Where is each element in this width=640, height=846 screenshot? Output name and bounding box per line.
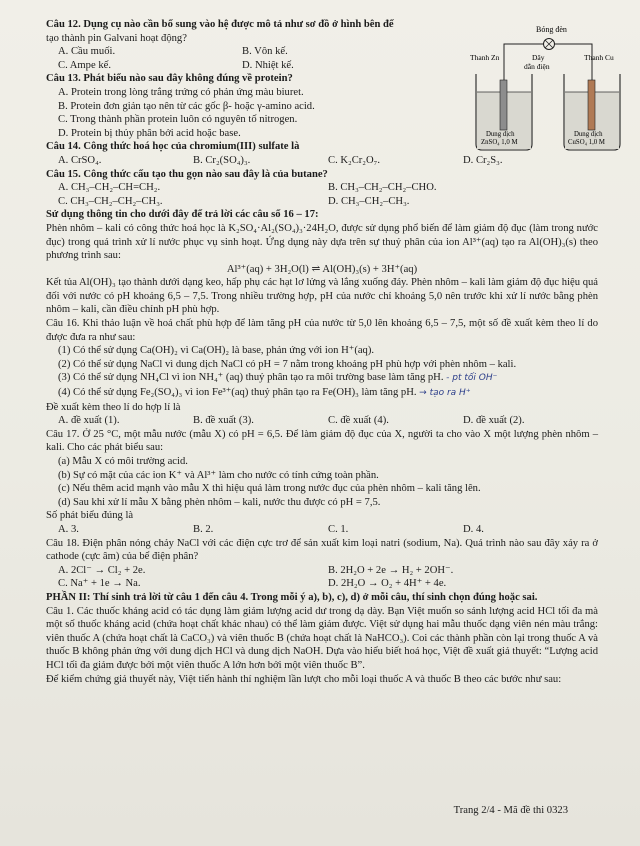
part2-heading: PHẦN II: Thí sinh trả lời từ câu 1 đến câu 4. Trong mỗi ý a), b), c), d) ở mỗi câu, thí sinh chọn đúng hoặc sai. [46,591,538,603]
wire-label-2: dẫn điện [524,62,550,71]
q18-option-d[interactable]: D. 2H₂O → O₂ + 4H⁺ + 4e. [328,578,447,590]
q12-option-a[interactable]: A. Cầu muối. [58,46,116,58]
bulb-label: Bóng đèn [536,25,567,34]
solution-right-label-1: Dung dịch [574,131,603,138]
q18-option-a[interactable]: A. 2Cl⁻ → Cl₂ + 2e. [58,564,146,576]
q13-stem: Câu 13. Phát biểu nào sau đây không đúng về protein? [46,73,293,85]
part2-question-1-steps: Để kiểm chứng giả thuyết này, Việt tiến hành thí nghiệm lần lượt cho mỗi loại thuốc A và thuốc B theo các bước như sau: [46,673,562,685]
q15-option-a[interactable]: A. CH₃–CH₂–CH=CH₂. [58,182,161,194]
q17-statement-b: (b) Sự có mặt của các ion K⁺ và Al³⁺ làm cho nước có tính cứng toàn phần. [58,469,379,481]
q15-option-b[interactable]: B. CH₃–CH₂–CH₂–CHO. [328,182,437,194]
q16-statement-4-text: (4) Có thể sử dụng Fe₂(SO₄)₃ vì ion Fe³⁺(aq) thuỷ phân tạo ra Fe(OH)₃ làm tăng pH. [58,387,417,399]
context-paragraph-1: Phèn nhôm – kali có công thức hoá học là K₂SO₄·Al₂(SO₄)₃·24H₂O, được sử dụng phổ biến để làm giảm độ đục (làm trong nước đục) trong quá trình xử lí nước phục vụ sinh hoạt. Ứng dụng này dựa trên sự thuỷ phân của ion Al³⁺(aq) tạo ra Al(OH)₃(s) theo phương trình sau: [46,222,598,262]
q18-stem: Câu 18. Điện phân nóng chảy NaCl với các điện cực trơ để sản xuất kim loại natri (sodium, Na). Quá trình nào sau đây xảy ra ở cathode (cực âm) của bể điện phân? [46,537,598,563]
q12-stem-2: tạo thành pin Galvani hoạt động? [46,32,187,44]
q13-option-a[interactable]: A. Protein trong lòng trắng trứng có phản ứng màu biuret. [58,86,304,98]
cu-label: Thanh Cu [584,53,614,62]
q17-statement-c: (c) Nếu thêm acid mạnh vào mẫu X thì hiệu quả làm trong nước đục của phèn nhôm – kali tăng lên. [58,483,481,495]
part2-question-1: Câu 1. Các thuốc kháng acid có tác dụng làm giảm lượng acid dư trong dạ dày. Bạn Việt muốn so sánh lượng acid HCl tối đa mà một số thuốc kháng acid (chứa hoạt chất khác nhau) có thể làm giảm được. Việt sử dụng hai mẫu thuốc dạng viên nén màu trắng: viên thuốc A (chứa hoạt chất là CaCO₃) và viên thuốc B (chứa hoạt chất là NaHCO₃). Coi các thành phần còn lại trong thuốc A và thuốc B không phản ứng với dung dịch HCl và dung dịch NaOH. Dựa vào hiểu biết hoá học, Việt đề xuất giả thuyết: “Lượng acid HCl tối đa giảm được bởi một viên thuốc A lớn hơn bởi một viên thuốc B”. [46,605,598,671]
q14-stem: Câu 14. Công thức hoá học của chromium(III) sulfate là [46,141,300,153]
q16-statement-3 [46,371,598,386]
zn-label: Thanh Zn [470,53,500,62]
q17-option-d[interactable]: D. 4. [463,523,484,535]
q15-option-d[interactable]: D. CH₃–CH₂–CH₃. [328,195,410,207]
hydrolysis-equation: Al³⁺(aq) + 3H₂O(l) ⇌ Al(OH)₃(s) + 3H⁺(aq) [226,263,418,275]
page-content [46,18,598,686]
q12-option-b[interactable]: B. Vôn kế. [242,46,288,58]
q16-statement-3-text: (3) Có thể sử dụng NH₄Cl vì ion NH₄⁺ (aq) thuỷ phân tạo ra môi trường base làm tăng pH. [58,372,444,384]
q14-option-a[interactable]: A. CrSO₄. [58,154,102,166]
q16-stem: Câu 16. Khi thảo luận về hoá chất phù hợp để làm tăng pH của nước từ 5,0 lên khoảng 6,5 – 7,5, một số đề xuất kèm theo lí do được đưa ra như sau: [46,318,598,343]
solution-left-label-2: ZnSO₄ 1,0 M [481,139,518,146]
q17-stem: Câu 17. Ở 25 °C, một mẫu nước (mẫu X) có pH = 6,5. Để làm giảm độ đục của X, người ta cho vào X một lượng phèn nhôm – kali. Cho các phát biểu sau: [46,428,598,454]
q13-option-b[interactable]: B. Protein đơn giản tạo nên từ các gốc β- hoặc γ-amino acid. [58,100,315,112]
page-footer: Trang 2/4 - Mã đề thi 0323 [453,805,568,816]
context-paragraph-2: Kết tủa Al(OH)₃ tạo thành dưới dạng keo, hấp phụ các hạt lơ lửng và lắng xuống đáy. Phèn nhôm – kali làm giảm độ đục hiệu quả đối với nước có pH khoảng 6,5 – 7,5. Trong nhiều trường hợp, pH của nước chỉ khoảng 5,0 nên trước khi xử lí nước bằng phèn nhôm – kali, cần điều chỉnh pH phù hợp. [46,277,598,316]
solution-right-label-2: CuSO₄ 1,0 M [568,139,605,146]
q14-option-c[interactable]: C. K₂Cr₂O₇. [328,154,380,166]
q16-statement-2: (2) Có thể sử dụng NaCl vì dung dịch NaCl có pH = 7 nằm trong khoảng pH phù hợp với phèn nhôm – kali. [58,358,517,370]
q12-option-c[interactable]: C. Ampe kế. [58,59,111,71]
q17-statement-a: (a) Mẫu X có môi trường acid. [58,456,188,467]
q17-tail: Số phát biểu đúng là [46,510,134,522]
q15-stem: Câu 15. Công thức cấu tạo thu gọn nào sau đây là của butane? [46,168,328,180]
q16-tail: Đề xuất kèm theo lí do hợp lí là [46,401,181,413]
q17-option-c[interactable]: C. 1. [328,523,349,535]
q13-option-c[interactable]: C. Trong thành phần protein luôn có nguyên tố nitrogen. [58,114,298,126]
q16-option-a[interactable]: A. đề xuất (1). [58,415,120,427]
q16-option-b[interactable]: B. đề xuất (3). [193,415,254,427]
context-heading: Sử dụng thông tin cho dưới đây để trả lời các câu số 16 – 17: [46,209,319,221]
handwritten-note-4: → tạo ra H⁺ [419,388,471,399]
q16-option-c[interactable]: C. đề xuất (4). [328,415,389,427]
q18-option-c[interactable]: C. Na⁺ + 1e → Na. [58,578,141,590]
q13-option-d[interactable]: D. Protein bị thủy phân bởi acid hoặc base. [58,127,241,139]
q14-option-b[interactable]: B. Cr₂(SO₄)₃. [193,154,251,166]
solution-left-label-1: Dung dịch [486,131,515,138]
q12-option-d[interactable]: D. Nhiệt kế. [242,59,294,71]
q15-option-c[interactable]: C. CH₃–CH₂–CH₂–CH₃. [58,195,163,207]
handwritten-note-3: - pt tối OH⁻ [446,373,498,384]
q12-stem-1: Câu 12. Dụng cụ nào cần bổ sung vào hệ được mô tả như sơ đồ ở hình bên để [46,19,394,30]
wire-label-1: Dây [532,53,545,62]
q14-option-d[interactable]: D. Cr₂S₃. [463,154,503,166]
q17-statement-d: (d) Sau khi xử lí mẫu X bằng phèn nhôm – kali, nước thu được có pH = 7,5. [58,496,381,508]
q17-option-a[interactable]: A. 3. [58,523,79,535]
q17-option-b[interactable]: B. 2. [193,523,214,535]
q16-option-d[interactable]: D. đề xuất (2). [463,415,525,427]
q18-option-b[interactable]: B. 2H₂O + 2e → H₂ + 2OH⁻. [328,564,454,576]
q16-statement-1: (1) Có thể sử dụng Ca(OH)₂ vì Ca(OH)₂ là base, phản ứng với ion H⁺(aq). [58,345,375,357]
q16-statement-4 [46,386,598,401]
